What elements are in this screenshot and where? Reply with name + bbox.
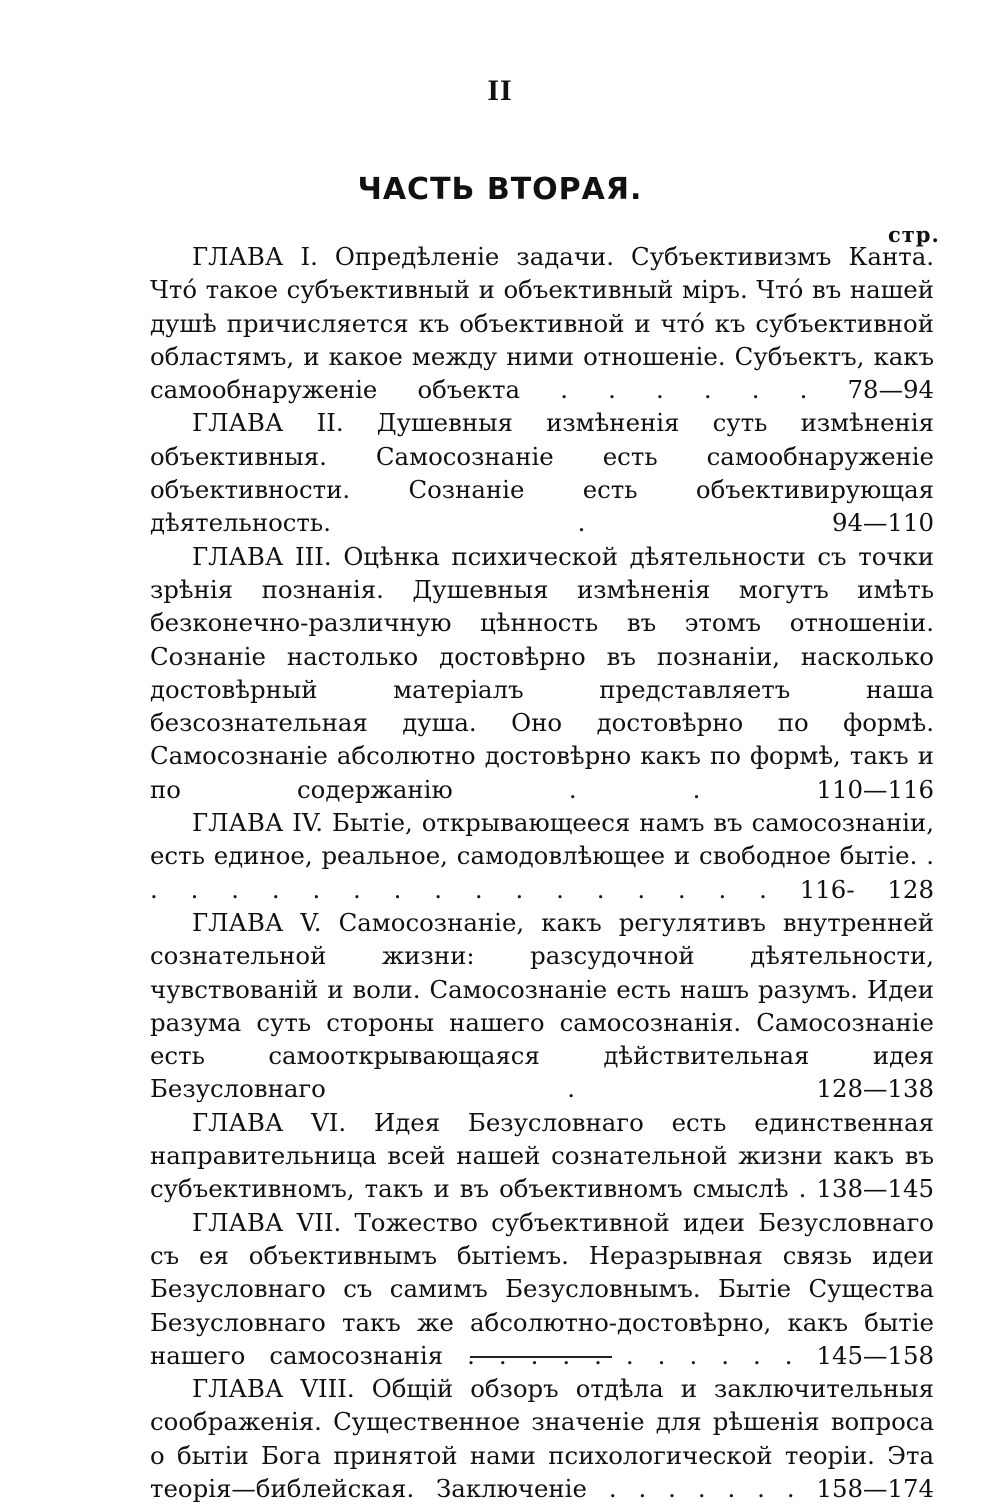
dot-leader: . . . . . . . [608,1473,795,1503]
dot-leader: . [798,1174,807,1204]
chapter-label: ГЛАВА V. [192,907,322,937]
chapter-label: ГЛАВА VIII. [192,1374,355,1404]
chapter-entry-3 [150,540,934,806]
chapter-entry-8 [150,1372,934,1505]
chapter-description: Бытіе, открывающееся намъ въ самосознаніи, есть единое, реальное, самодовлѣющее и свободное бытіе. [150,808,934,871]
chapter-label: ГЛАВА IV. [192,808,324,838]
dot-leader: . . . . . . . . . . . [467,1340,793,1370]
chapter-description: Общій обзоръ отдѣла и заключительныя соображенія. Существенное значеніе для рѣшенія вопроса о бытіи Бога принятой нами психологической теоріи. Эта теорія—библейская. Заключеніе [150,1374,934,1503]
chapter-label: ГЛАВА VI. [192,1107,347,1137]
page-column-label: стр. [888,222,940,247]
chapter-entry-1 [150,240,934,406]
dot-leader: . [577,508,586,538]
chapter-label: ГЛАВА VII. [192,1207,342,1237]
chapter-entry-4 [150,806,934,906]
chapter-description: Идея Безусловнаго есть единственная направительница всей нашей сознательной жизни какъ въ субъективномъ, такъ и въ объективномъ смыслѣ [150,1107,934,1204]
page-range: 110—116 [816,774,934,804]
page-range: 94—110 [832,508,934,538]
chapter-label: ГЛАВА I. [192,242,318,271]
chapter-label: ГЛАВА III. [192,541,332,571]
chapter-entry-5 [150,906,934,1106]
chapter-description: Душевныя измѣненія суть измѣненія объективныя. Самосознаніе есть самообнаруженіе объективности. Сознаніе есть объективирующая дѣятельность. [150,408,934,538]
chapter-entry-2 [150,406,934,539]
page-number: II [487,74,513,107]
part-title: ЧАСТЬ ВТОРАЯ. [357,172,643,207]
chapter-description: Тожество субъективной идеи Безусловнаго съ ея объективнымъ бытіемъ. Неразрывная связь идеи Безусловнаго съ самимъ Безусловнымъ. Бытіе Существа Безусловнаго такъ же абсолютно-достовѣрно, какъ бытіе нашего самосознанія [150,1207,934,1370]
chapter-entry-7 [150,1206,934,1372]
page-range: 145—158 [816,1340,934,1370]
page-range: 78—94 [847,375,934,405]
chapter-label: ГЛАВА II. [192,408,344,438]
page-range: 116- 128 [799,874,934,904]
page-range: 158—174 [816,1473,934,1503]
page-range: 138—145 [816,1174,934,1204]
dot-leader: . [567,1074,576,1104]
table-of-contents [150,240,934,1505]
page-range: 128—138 [816,1074,934,1104]
dot-leader: . . . . . . . . . . . . . . . . . [150,841,934,904]
chapter-entry-6 [150,1106,934,1206]
chapter-description: Самосознаніе, какъ регулятивъ внутренней сознательной жизни: разсудочной дѣятельности, чувствованій и воли. Самосознаніе есть нашъ разумъ. Идеи разума суть стороны нашего самосознанія. Самосознаніе есть самооткрывающаяся дѣйствительная идея Безусловнаго [150,907,934,1104]
chapter-description: Оцѣнка психической дѣятельности съ точки зрѣнія познанія. Душевныя измѣненія могутъ имѣть безконечно-различную цѣнность въ этомъ отношеніи. Сознаніе настолько достовѣрно въ познаніи, насколько достовѣрный матеріалъ представляетъ наша безсознательная душа. Оно достовѣрно по формѣ. Самосознаніе абсолютно достовѣрно какъ по формѣ, такъ и по содержанію [150,541,935,804]
chapter-description: Опредѣленіе задачи. Субъективизмъ Канта. Чтó такое субъективный и объективный міръ. Чтó въ нашей душѣ причисляется къ объективной и чтó къ субъективной областямъ, и какое между ними отношеніе. Субъектъ, какъ самообнаруженіе объекта [150,242,934,405]
closing-rule [470,1356,612,1358]
dot-leader: . . . . . . [560,375,808,405]
dot-leader: . . [568,774,701,804]
